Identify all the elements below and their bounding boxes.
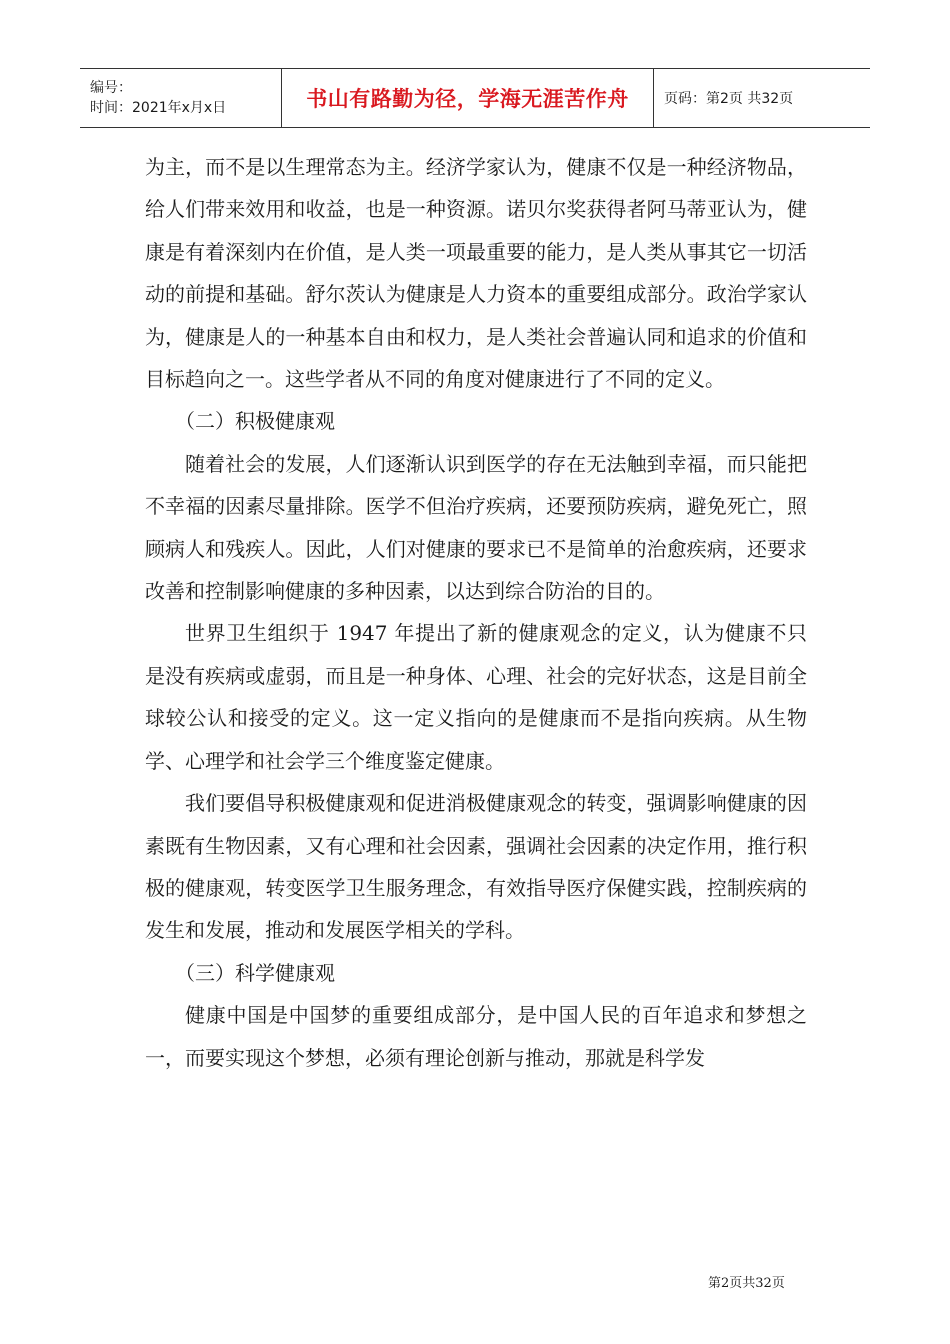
document-body (145, 146, 807, 1079)
header-page-info: 页码：第2页 共32页 (664, 91, 794, 107)
time-label: 时间：2021年x月x日 (90, 100, 227, 116)
section-heading: （三）科学健康观 (175, 960, 335, 985)
paragraph: 为主，而不是以生理常态为主。经济学家认为，健康不仅是一种经济物品，给人们带来效用和收益，也是一种资源。诺贝尔奖获得者阿马蒂亚认为，健康是有着深刻内在价值，是人类一项最重要的能力，是人类从事其它一切活动的前提和基础。舒尔茨认为健康是人力资本的重要组成部分。政治学家认为，健康是人的一种基本自由和权力，是人类社会普遍认同和追求的价值和目标趋向之一。这些学者从不同的角度对健康进行了不同的定义。 (145, 155, 807, 392)
page-header (80, 68, 870, 128)
section-heading: （二）积极健康观 (175, 409, 335, 434)
paragraph: 我们要倡导积极健康观和促进消极健康观念的转变，强调影响健康的因素既有生物因素，又有心理和社会因素，强调社会因素的决定作用，推行积极的健康观，转变医学卫生服务理念，有效指导医疗保健实践，控制疾病的发生和发展，推动和发展医学相关的学科。 (145, 791, 807, 943)
page-footer: 第2页共32页 (708, 1276, 785, 1291)
paragraph: 世界卫生组织于 1947 年提出了新的健康观念的定义，认为健康不只是没有疾病或虚弱，而且是一种身体、心理、社会的完好状态，这是目前全球较公认和接受的定义。这一定义指向的是健康而不是指向疾病。从生物学、心理学和社会学三个维度鉴定健康。 (145, 621, 807, 773)
header-meta (80, 69, 282, 127)
serial-label: 编号： (90, 80, 132, 96)
paragraph: 随着社会的发展，人们逐渐认识到医学的存在无法触到幸福，而只能把不幸福的因素尽量排除。医学不但治疗疾病，还要预防疾病，避免死亡，照顾病人和残疾人。因此，人们对健康的要求已不是简单的治愈疾病，还要求改善和控制影响健康的多种因素，以达到综合防治的目的。 (145, 451, 807, 604)
header-motto: 书山有路勤为径，学海无涯苦作舟 (282, 69, 654, 127)
paragraph: 健康中国是中国梦的重要组成部分，是中国人民的百年追求和梦想之一，而要实现这个梦想，必须有理论创新与推动，那就是科学发 (145, 1003, 807, 1070)
